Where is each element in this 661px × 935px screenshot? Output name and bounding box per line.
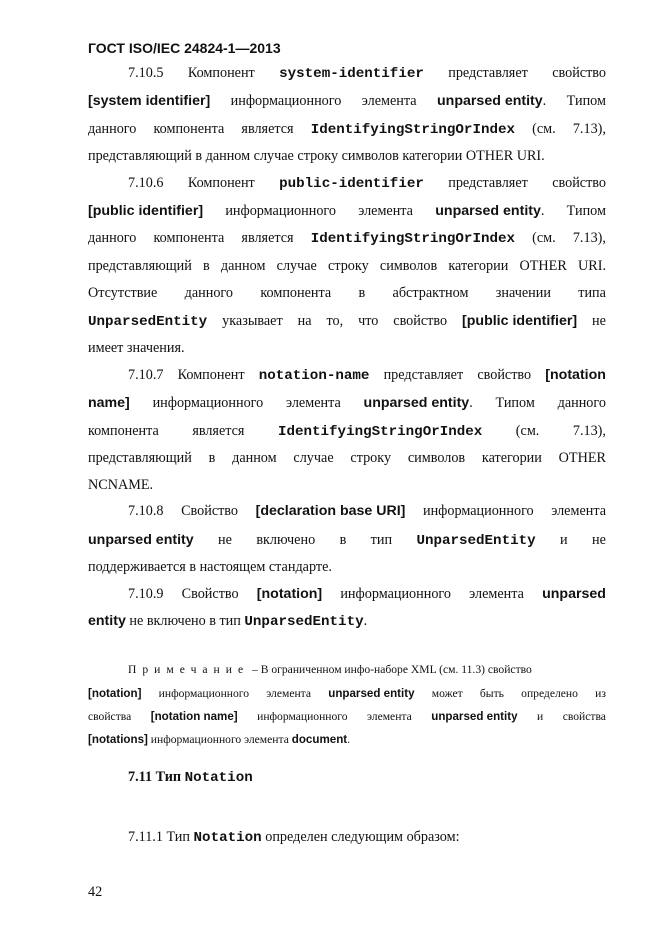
p2-line5: Отсутствие данного компонента в абстрактном значении типа (88, 285, 606, 301)
p5-line1: 7.10.9 Свойство [notation] информационного элемента unparsed (128, 586, 606, 602)
p2-line6: UnparsedEntity указывает на то, что свойство [public identifier] не (88, 313, 606, 330)
page-number: 42 (88, 884, 103, 900)
s1-line1: 7.11.1 Тип Notation определен следующим образом: (128, 829, 460, 846)
p2-line3: данного компонента является IdentifyingStringOrIndex (см. 7.13), (88, 230, 606, 247)
note-line4: [notations] информационного элемента document. (88, 733, 351, 746)
note-line2: [notation] информационного элемента unparsed entity может быть определено из (88, 687, 606, 700)
p2-line7: имеет значения. (88, 340, 185, 356)
p2-line2: [public identifier] информационного элемента unparsed entity. Типом (88, 203, 606, 219)
p2-line1: 7.10.6 Компонент public-identifier представляет свойство (128, 175, 606, 192)
note-line1: Примечание – В ограниченном инфо-наборе XML (см. 11.3) свойство (128, 663, 532, 676)
p4-line1: 7.10.8 Свойство [declaration base URI] информационного элемента (128, 503, 606, 519)
section-heading: 7.11 Тип Notation (128, 769, 253, 786)
document-header: ГОСТ ISO/IEC 24824-1—2013 (88, 40, 281, 56)
p3-line4: представляющий в данном случае строку символов категории OTHER (88, 450, 606, 466)
p3-line1: 7.10.7 Компонент notation-name представляет свойство [notation (128, 367, 606, 384)
note-line3: свойства [notation name] информационного элемента unparsed entity и свойства (88, 710, 606, 723)
p3-line3: компонента является IdentifyingStringOrIndex (см. 7.13), (88, 423, 606, 440)
p3-line5: NCNAME. (88, 477, 154, 493)
p4-line2: unparsed entity не включено в тип UnparsedEntity и не (88, 532, 606, 549)
p1-line1: 7.10.5 Компонент system-identifier представляет свойство (128, 65, 606, 82)
p1-line3: данного компонента является IdentifyingStringOrIndex (см. 7.13), (88, 121, 606, 138)
p1-line2: [system identifier] информационного элемента unparsed entity. Типом (88, 93, 606, 109)
p5-line2: entity не включено в тип UnparsedEntity. (88, 613, 368, 630)
p1-line4: представляющий в данном случае строку символов категории OTHER URI. (88, 148, 545, 164)
p4-line3: поддерживается в настоящем стандарте. (88, 559, 332, 575)
p3-line2: name] информационного элемента unparsed entity. Типом данного (88, 395, 606, 411)
p2-line4: представляющий в данном случае строку символов категории OTHER URI. (88, 258, 606, 274)
